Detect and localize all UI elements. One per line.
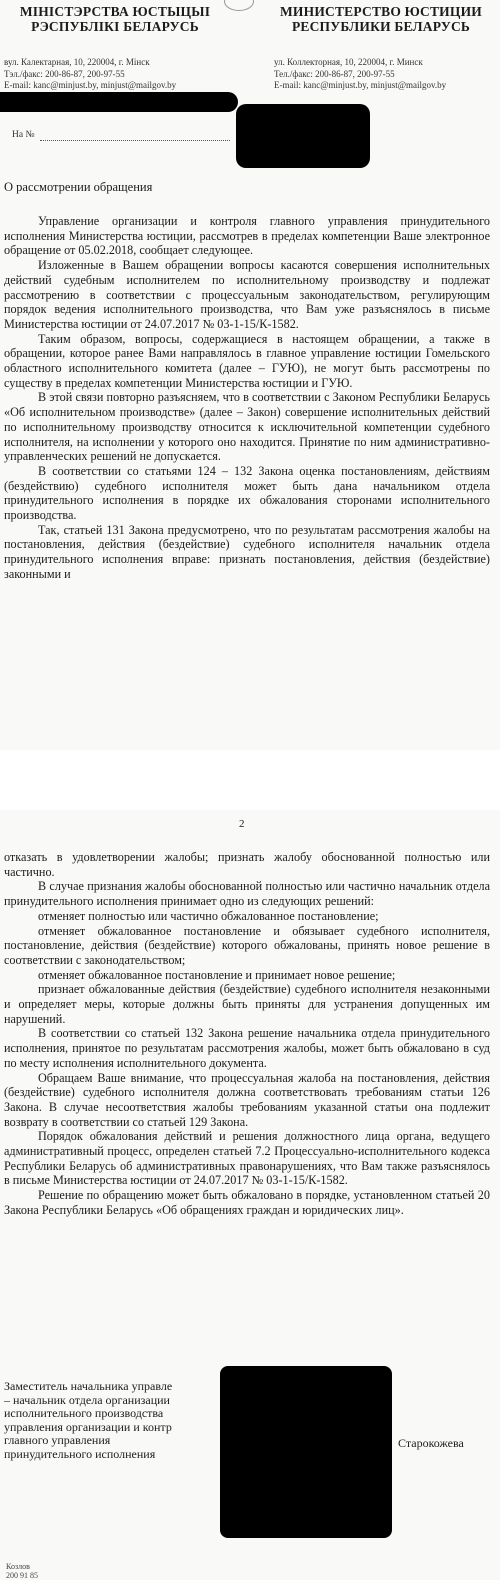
- letter-body-page-2: [4, 850, 490, 1218]
- address-ru-street: ул. Коллекторная, 10, 220004, г. Минск: [274, 57, 423, 67]
- signatory-title: [4, 1380, 224, 1461]
- signatory-title-line: управления организации и контр: [4, 1419, 172, 1434]
- paragraph: Управление организации и контроля главного управления принудительного исполнения Министерства юстиции, рассмотрев в пределах компетенции Ваше электронное обращение от 05.02.2018, сообщает следующее.: [4, 214, 490, 258]
- paragraph: отменяет полностью или частично обжалованное постановление;: [38, 908, 379, 923]
- org-name-russian: [262, 4, 500, 34]
- letter-body-page-1: [4, 214, 490, 582]
- address-belarusian: [4, 57, 176, 92]
- address-ru-email: E-mail: kanc@minjust.by, minjust@mailgov.by: [274, 80, 447, 90]
- letter-subject: О рассмотрении обращения: [4, 180, 153, 194]
- signatory-title-line: – начальник отдела организации: [4, 1392, 170, 1407]
- paragraph: Порядок обжалования действий и решения должностного лица органа, ведущего административный процесс, определен статьей 7.2 Процессуально-исполнительного кодекса Республики Беларусь об административных правонарушениях, что Вам также разъяснялось в письме Министерства юстиции от 24.07.2017 № 03-1-15/К-1582.: [4, 1129, 490, 1188]
- paragraph: отменяет обжалованное постановление и принимает новое решение;: [38, 967, 396, 982]
- page-number: 2: [239, 818, 245, 830]
- redaction-block-recipient: [236, 104, 370, 168]
- executor-info: [6, 1562, 38, 1580]
- org-name-ru-line2: РЕСПУБЛИКИ БЕЛАРУСЬ: [291, 19, 471, 34]
- org-name-belarusian: [0, 4, 230, 34]
- org-name-be-line2: РЭСПУБЛІКІ БЕЛАРУСЬ: [31, 19, 199, 34]
- paragraph: Обращаем Ваше внимание, что процессуальная жалоба на постановления, действия (бездействие) судебного исполнителя должна соответствовать требованиям статьи 126 Закона. В случае несоответствия жалобы требованиям указанной статьи она подлежит возврату в соответствии со статьей 129 Закона.: [4, 1070, 490, 1129]
- executor-name: Козлов: [6, 1562, 30, 1571]
- signatory-title-line: главного управления: [4, 1433, 111, 1447]
- org-name-be-line1: МІНІСТЭРСТВА ЮСТЫЦЫІ: [19, 4, 211, 19]
- executor-phone: 200 91 85: [6, 1571, 38, 1580]
- letter-page-2: [0, 810, 500, 1580]
- signatory-name: Старокожева: [398, 1436, 464, 1450]
- paragraph: В соответствии со статьями 124 – 132 Закона оценка постановлениям, действиям (бездействию) судебного исполнителя может быть дана начальником отдела принудительного исполнения в порядке их обжалования сторонами исполнительного производства.: [4, 463, 490, 523]
- reference-number-label: На №: [12, 130, 35, 140]
- address-russian: [274, 57, 446, 92]
- paragraph: Так, статьей 131 Закона предусмотрено, что по результатам рассмотрения жалобы на постановления, действия (бездействие) судебного исполнителя начальник отдела принудительного исполнения вправе: признать постановления, действия (бездействие) законными и: [4, 522, 490, 581]
- paragraph: признает обжалованные действия (бездействие) судебного исполнителя незаконными и определяет меры, которые должны быть приняты для устранения допущенных им нарушений.: [4, 982, 490, 1026]
- paragraph: Изложенные в Вашем обращении вопросы касаются совершения исполнительных действий судебным исполнителем по исполнительному производству и подлежат рассмотрению в соответствии с процессуальным законодательством, регулирующим порядок ведения исполнительного производства, что Вам уже разъяснялось в письме Министерства юстиции от 24.07.2017 № 03-1-15/К-1582.: [4, 258, 490, 331]
- paragraph: отказать в удовлетворении жалобы; признать жалобу обоснованной полностью или частично.: [4, 850, 490, 879]
- letter-page-1: [0, 0, 500, 750]
- page-gap: [0, 750, 500, 810]
- address-be-phone: Тэл./факс: 200-86-87, 200-97-55: [4, 68, 125, 79]
- address-be-street: вул. Калектарная, 10, 220004, г. Мінск: [4, 57, 150, 67]
- reference-number-line: [40, 140, 230, 141]
- address-be-email: E-mail: kanc@minjust.by, minjust@mailgov.by: [4, 80, 177, 90]
- paragraph: В соответствии со статьей 132 Закона решение начальника отдела принудительного исполнения, принятое по результатам рассмотрения жалобы, может быть обжаловано в суд по месту исполнения исполнительного документа.: [4, 1026, 490, 1070]
- paragraph: Решение по обращению может быть обжаловано в порядке, установленном статьей 20 Закона Республики Беларусь «Об обращениях граждан и юридических лиц».: [4, 1188, 490, 1217]
- org-name-ru-line1: МИНИСТЕРСТВО ЮСТИЦИИ: [279, 4, 482, 19]
- paragraph: Таким образом, вопросы, содержащиеся в настоящем обращении, а также в обращении, которое ранее Вами направлялось в главное управление юстиции Гомельского областного исполнительного комитета (далее – ГУЮ), не могут быть рассмотрены по существу в пределах компетенции Министерства юстиции и ГУЮ.: [4, 331, 490, 390]
- redaction-bar-date: [0, 92, 238, 112]
- paragraph: В этой связи повторно разъясняем, что в соответствии с Законом Республики Беларусь «Об исполнительном производстве» (далее – Закон) совершение исполнительных действий по исполнительному производству относится к исключительной компетенции судебного исполнителя, на исполнении у которого оно находится. Принятие по ним административно-управленческих решений не допускается.: [4, 390, 490, 464]
- address-ru-phone: Тел./факс: 200-86-87, 200-97-55: [274, 68, 395, 79]
- signatory-title-line: принудительного исполнения: [4, 1446, 156, 1461]
- paragraph: В случае признания жалобы обоснованной полностью или частично начальник отдела принудительного исполнения принимает одно из следующих решений:: [4, 879, 490, 909]
- signatory-title-line: Заместитель начальника управле: [4, 1380, 173, 1393]
- paragraph: отменяет обжалованное постановление и обязывает судебного исполнителя, постановление, действия (бездействие) которого обжалованы, принять новое решение в соответствии с законодательством;: [4, 923, 490, 967]
- redaction-block-signature: [220, 1366, 392, 1538]
- signatory-title-line: исполнительного производства: [4, 1406, 164, 1420]
